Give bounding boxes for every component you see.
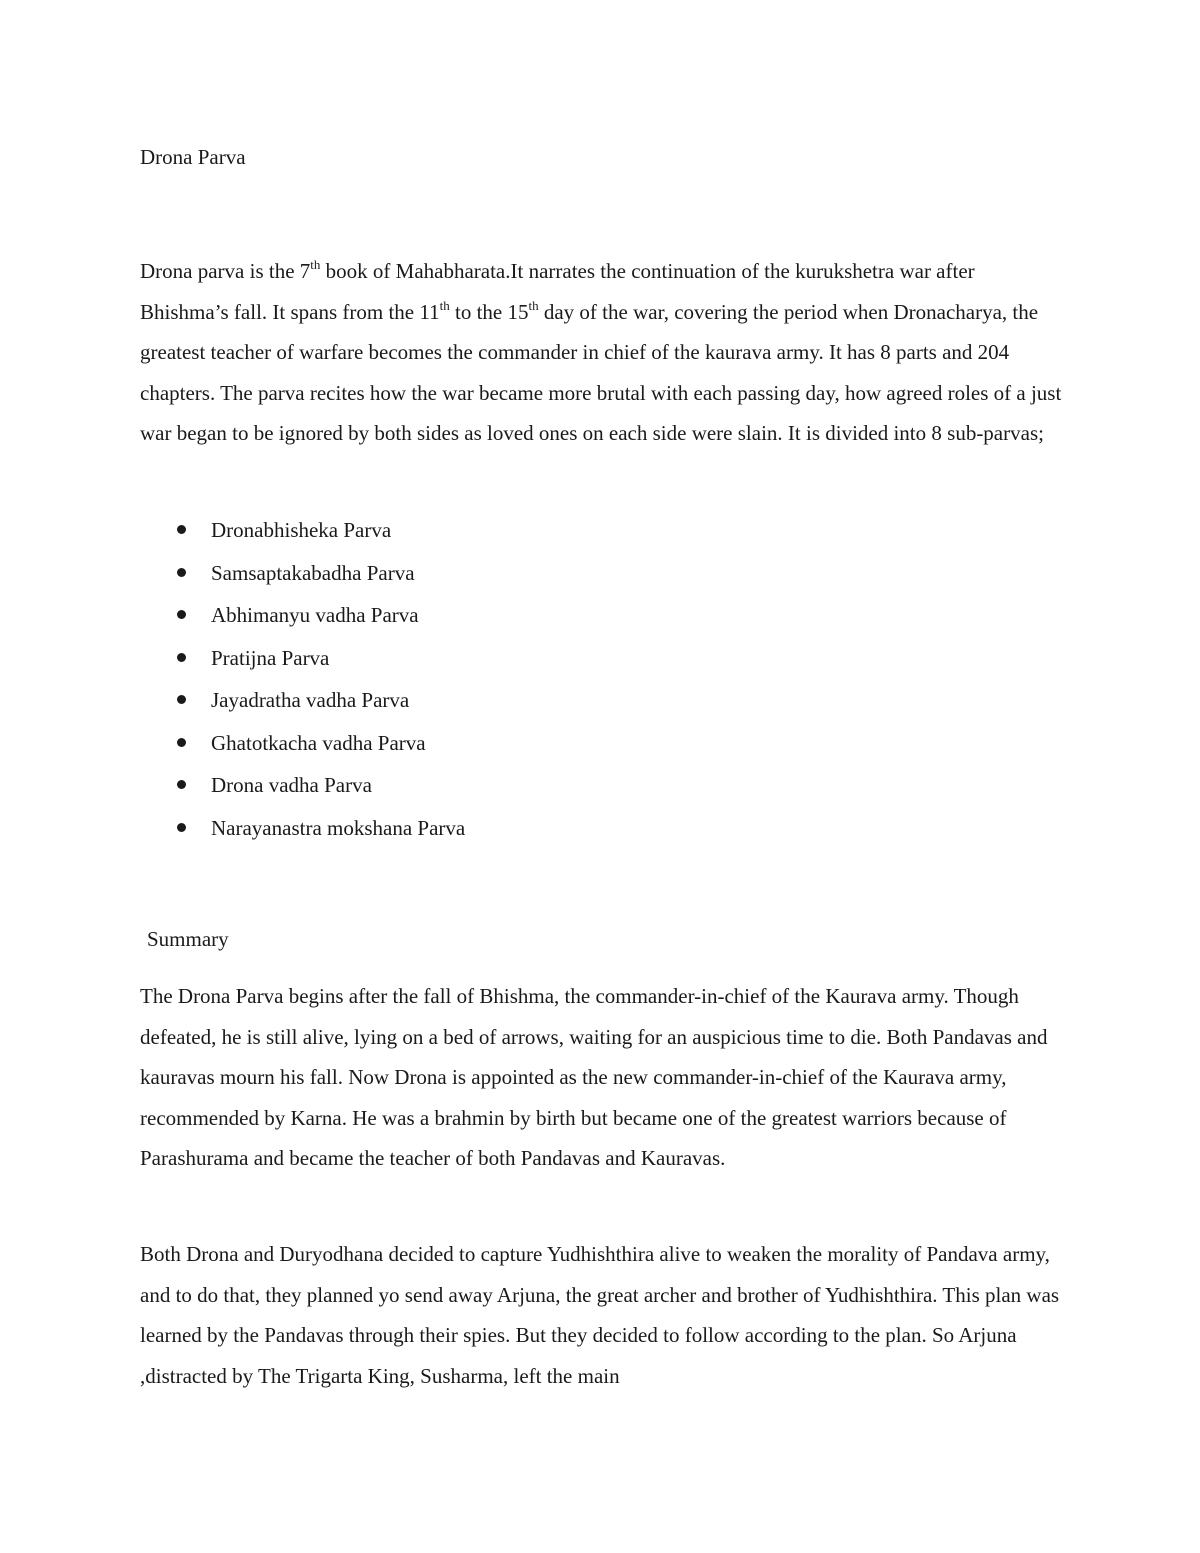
bullet-icon	[177, 823, 186, 832]
list-item	[140, 552, 465, 595]
list-item	[140, 764, 465, 807]
intro-text-4: day of the war, covering the period when Dronacharya, the greatest teacher of warfare becomes the commander in chief of the kaurava army. It has 8 parts and 204 chapters. The parva recites how the war became more brutal with each passing day, how agreed roles of a just war began to be ignored by both sides as loved ones on each side were slain. It is divided into 8 sub-parvas;	[140, 299, 1062, 445]
list-item-label: Jayadratha vadha Parva	[211, 688, 410, 712]
bullet-icon	[177, 525, 186, 534]
intro-text-1: Drona parva is the 7	[140, 259, 311, 283]
list-item-label: Drona vadha Parva	[211, 773, 372, 797]
bullet-icon	[177, 653, 186, 662]
bullet-icon	[177, 695, 186, 704]
intro-paragraph	[140, 251, 1065, 454]
list-item-label: Samsaptakabadha Parva	[211, 560, 415, 585]
bullet-icon	[177, 568, 186, 577]
list-item	[140, 637, 465, 680]
list-item-label: Ghatotkacha vadha Parva	[211, 730, 426, 755]
list-item	[140, 509, 465, 552]
list-item	[140, 807, 465, 850]
summary-heading: Summary	[147, 927, 229, 951]
ordinal-suffix: th	[310, 257, 321, 272]
list-item-label: Pratijna Parva	[211, 645, 330, 670]
bullet-icon	[177, 610, 186, 619]
document-title: Drona Parva	[140, 145, 246, 169]
list-item-label: Dronabhisheka Parva	[211, 518, 392, 542]
intro-text-2: book of Mahabharata.It narrates the continuation of the kurukshetra war after Bhishma’s fall. It spans from the 11	[140, 259, 975, 324]
intro-text-3: to the 15	[449, 299, 529, 324]
list-item	[140, 679, 465, 722]
list-item	[140, 594, 465, 637]
list-item	[140, 722, 465, 765]
bullet-icon	[177, 780, 186, 789]
bullet-icon	[177, 738, 186, 747]
ordinal-suffix: th	[528, 297, 539, 313]
list-item-label: Abhimanyu vadha Parva	[211, 603, 419, 627]
ordinal-suffix: th	[439, 297, 450, 313]
summary-paragraph: The Drona Parva begins after the fall of Bhishma, the commander-in-chief of the Kaurava army. Though defeated, he is still alive, lying on a bed of arrows, waiting for an auspicious time to die. Both Pandavas and kauravas mourn his fall. Now Drona is appointed as the new commander-in-chief of the Kaurava army, recommended by Karna. He was a brahmin by birth but became one of the greatest warriors because of Parashurama and became the teacher of both Pandavas and Kauravas.	[140, 984, 1048, 1170]
list-item-label: Narayanastra mokshana Parva	[211, 815, 466, 840]
summary-paragraph: Both Drona and Duryodhana decided to capture Yudhishthira alive to weaken the morality of Pandava army, and to do that, they planned yo send away Arjuna, the great archer and brother of Yudhishthira. This plan was learned by the Pandavas through their spies. But they decided to follow according to the plan. So Arjuna ,distracted by The Trigarta King, Susharma, left the main	[140, 1242, 1060, 1388]
sub-parva-list	[140, 509, 465, 849]
